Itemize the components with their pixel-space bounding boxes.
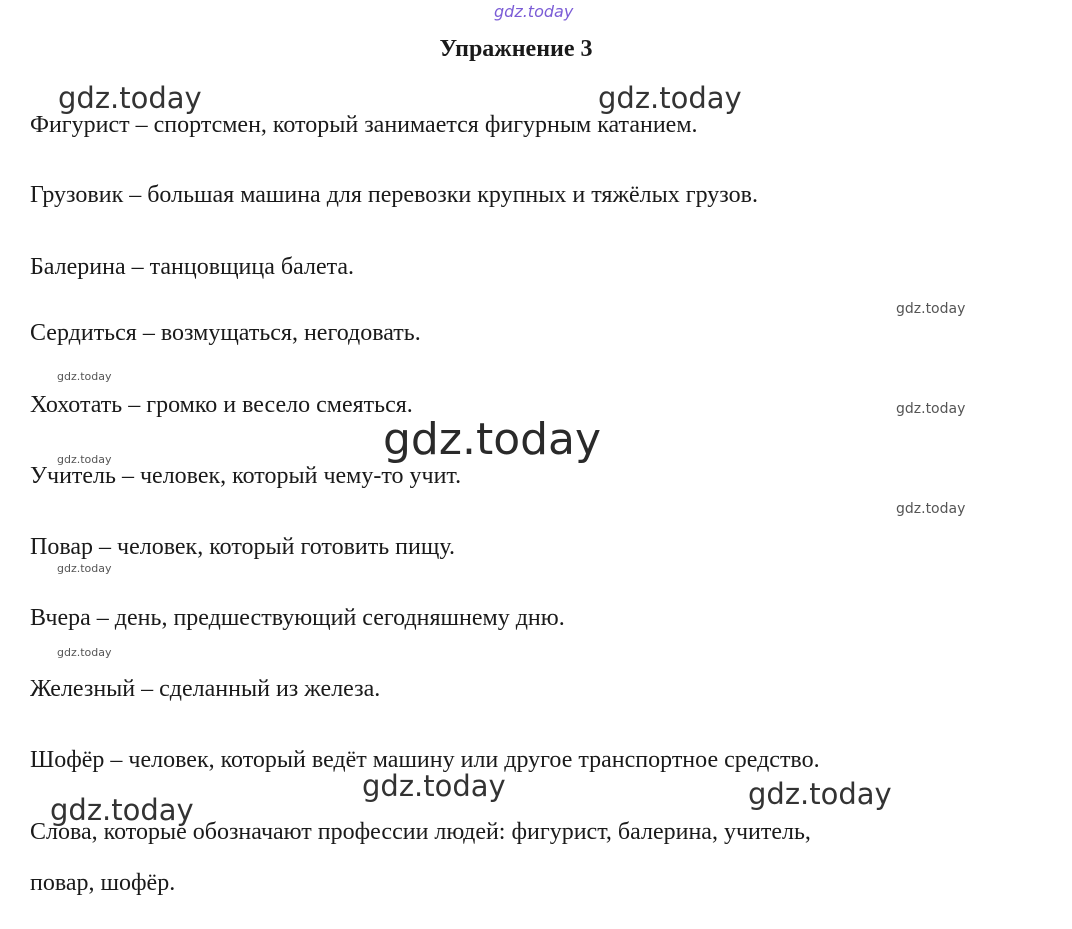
watermark-center-1: gdz.today [598,81,742,115]
text-line-serditsya: Сердиться – возмущаться, негодовать. [30,320,421,346]
exercise-title: Упражнение 3 [439,36,593,62]
watermark-left-1: gdz.today [58,81,202,115]
text-line-figurist: Фигурист – спортсмен, который занимается фигурным катанием. [30,112,698,138]
watermark-left-6: gdz.today [50,793,194,827]
text-line-khokhotat: Хохотать – громко и весело смеяться. [30,392,413,418]
watermark-right-1: gdz.today [896,301,966,317]
text-line-summary-1: Слова, которые обозначают профессии людей: фигурист, балерина, учитель, [30,819,811,845]
watermark-left-4: gdz.today [57,562,112,575]
watermark-right-4: gdz.today [748,777,892,811]
text-line-vchera: Вчера – день, предшествующий сегодняшнему дню. [30,605,565,631]
text-line-zheleznyi: Железный – сделанный из железа. [30,676,381,702]
text-line-summary-2: повар, шофёр. [30,870,176,896]
text-line-uchitel: Учитель – человек, который чему-то учит. [30,463,462,489]
watermark-top: gdz.today [494,2,574,21]
watermark-center-2: gdz.today [362,769,506,803]
text-line-gruzovik: Грузовик – большая машина для перевозки крупных и тяжёлых грузов. [30,182,758,208]
watermark-left-3: gdz.today [57,453,112,466]
watermark-right-2: gdz.today [896,401,966,417]
watermark-left-5: gdz.today [57,646,112,659]
watermark-right-3: gdz.today [896,501,966,517]
watermark-center-large: gdz.today [383,414,602,465]
text-line-povar: Повар – человек, который готовить пищу. [30,534,455,560]
text-line-balerina: Балерина – танцовщица балета. [30,254,355,280]
text-line-shofer: Шофёр – человек, который ведёт машину или другое транспортное средство. [30,747,820,773]
watermark-left-2: gdz.today [57,370,112,383]
